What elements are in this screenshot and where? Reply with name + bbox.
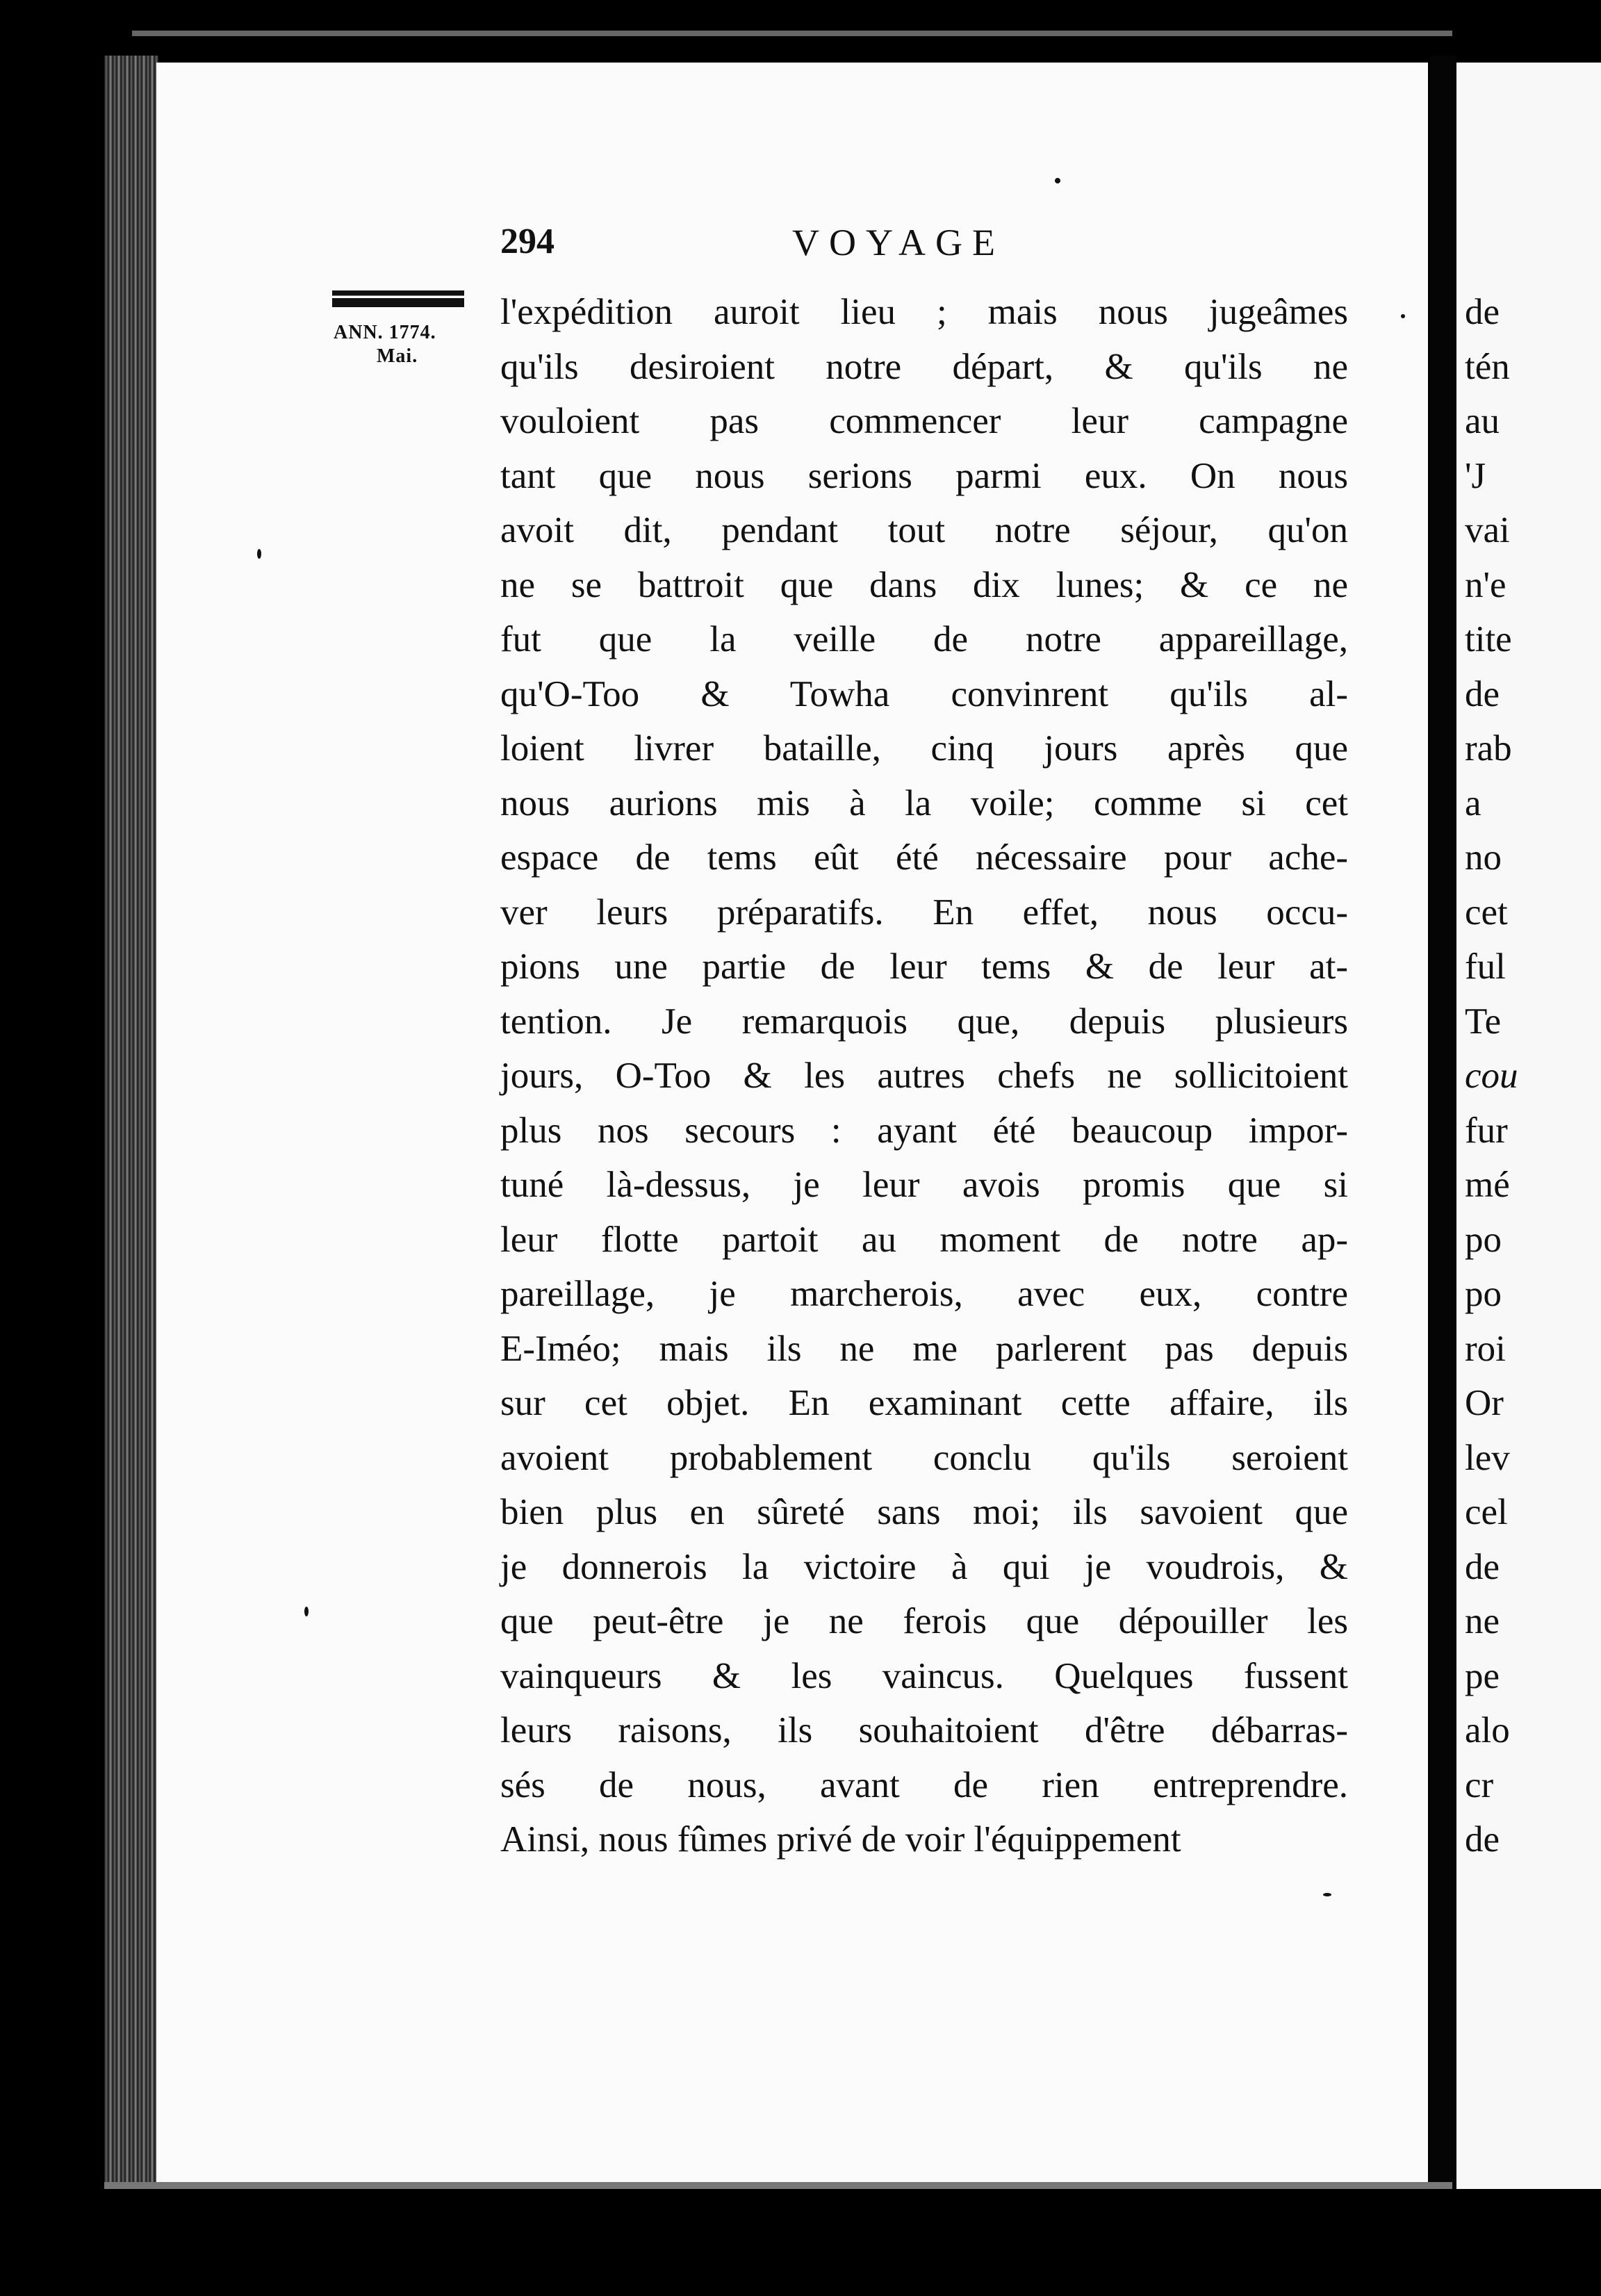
facing-text-fragment: roi bbox=[1465, 1328, 1506, 1369]
facing-text-fragment: de bbox=[1465, 292, 1500, 332]
text-line: qu'ils desiroient notre départ, & qu'ils ne bbox=[500, 346, 1348, 387]
text-line: pions une partie de leur tems & de leur at- bbox=[500, 946, 1348, 987]
text-line: avoient probablement conclu qu'ils seroient bbox=[500, 1437, 1348, 1478]
text-line: tant que nous serions parmi eux. On nous bbox=[500, 455, 1348, 496]
facing-text-fragment: rab bbox=[1465, 728, 1512, 769]
text-line: sés de nous, avant de rien entreprendre. bbox=[500, 1764, 1348, 1805]
facing-text-fragment: de bbox=[1465, 1546, 1500, 1587]
text-line: tuné là-dessus, je leur avois promis que si bbox=[500, 1165, 1348, 1205]
text-line: ver leurs préparatifs. En effet, nous occu- bbox=[500, 892, 1348, 933]
margin-note-month: Mai. bbox=[377, 345, 418, 367]
margin-double-rule bbox=[332, 290, 464, 307]
text-line: je donnerois la victoire à qui je voudrois, & bbox=[500, 1546, 1348, 1587]
text-line: plus nos secours : ayant été beaucoup impor- bbox=[500, 1110, 1348, 1151]
book-spine bbox=[1430, 56, 1456, 2217]
facing-text-fragment: Or bbox=[1465, 1383, 1504, 1423]
text-line: vainqueurs & les vaincus. Quelques fussent bbox=[500, 1655, 1348, 1696]
text-line: sur cet objet. En examinant cette affaire, ils bbox=[500, 1383, 1348, 1423]
text-line: que peut-être je ne ferois que dépouiller les bbox=[500, 1601, 1348, 1641]
text-line: jours, O-Too & les autres chefs ne sollicitoient bbox=[500, 1056, 1348, 1096]
facing-text-fragment: Te bbox=[1465, 1001, 1502, 1042]
facing-text-fragment: cou bbox=[1465, 1056, 1518, 1096]
running-title: VOYAGE bbox=[792, 222, 1005, 263]
scan-speck bbox=[304, 1607, 309, 1616]
facing-text-fragment: vai bbox=[1465, 510, 1510, 550]
text-line: bien plus en sûreté sans moi; ils savoient que bbox=[500, 1492, 1348, 1532]
facing-text-fragment: mé bbox=[1465, 1165, 1510, 1205]
margin-note bbox=[334, 321, 479, 368]
facing-text-fragment: po bbox=[1465, 1219, 1502, 1260]
left-page-stack bbox=[104, 56, 158, 2196]
facing-text-fragment: au bbox=[1465, 401, 1500, 441]
main-text-column bbox=[500, 285, 1348, 1867]
scan-speck bbox=[1323, 1893, 1331, 1896]
facing-text-fragment: pe bbox=[1465, 1655, 1500, 1696]
facing-text-fragment: no bbox=[1465, 837, 1502, 878]
facing-text-fragment: alo bbox=[1465, 1710, 1510, 1750]
facing-text-fragment: a bbox=[1465, 782, 1481, 823]
facing-text-fragment: de bbox=[1465, 1819, 1500, 1860]
page-number: 294 bbox=[500, 222, 555, 261]
text-line: tention. Je remarquois que, depuis plusieurs bbox=[500, 1001, 1348, 1042]
text-line: leurs raisons, ils souhaitoient d'être débarras- bbox=[500, 1710, 1348, 1750]
facing-text-fragment: 'J bbox=[1465, 455, 1486, 496]
text-line: E-Iméo; mais ils ne me parlerent pas depuis bbox=[500, 1328, 1348, 1369]
margin-note-year: ANN. 1774. bbox=[334, 322, 436, 343]
scan-speck bbox=[257, 549, 261, 559]
text-line: ne se battroit que dans dix lunes; & ce ne bbox=[500, 564, 1348, 605]
facing-page-text-fragments bbox=[1465, 285, 1601, 1867]
facing-text-fragment: cel bbox=[1465, 1492, 1508, 1532]
top-page-edge bbox=[132, 31, 1452, 36]
text-line: leur flotte partoit au moment de notre ap- bbox=[500, 1219, 1348, 1260]
scan-speck bbox=[1055, 178, 1060, 183]
facing-text-fragment: po bbox=[1465, 1274, 1502, 1314]
page-header bbox=[500, 221, 1126, 277]
facing-text-fragment: cr bbox=[1465, 1764, 1494, 1805]
text-line: nous aurions mis à la voile; comme si cet bbox=[500, 782, 1348, 823]
facing-text-fragment: tén bbox=[1465, 346, 1510, 387]
text-line: vouloient pas commencer leur campagne bbox=[500, 401, 1348, 441]
facing-text-fragment: lev bbox=[1465, 1437, 1510, 1478]
scan-speck bbox=[1401, 314, 1405, 318]
text-line: l'expédition auroit lieu ; mais nous jugeâmes bbox=[500, 292, 1348, 332]
text-line: qu'O-Too & Towha convinrent qu'ils al- bbox=[500, 673, 1348, 714]
text-line: Ainsi, nous fûmes privé de voir l'équippement bbox=[500, 1819, 1181, 1860]
facing-text-fragment: fur bbox=[1465, 1110, 1508, 1151]
text-line: pareillage, je marcherois, avec eux, contre bbox=[500, 1274, 1348, 1314]
facing-text-fragment: ne bbox=[1465, 1601, 1500, 1641]
facing-text-fragment: de bbox=[1465, 673, 1500, 714]
facing-text-fragment: cet bbox=[1465, 892, 1508, 933]
facing-text-fragment: ful bbox=[1465, 946, 1506, 987]
text-line: loient livrer bataille, cinq jours après que bbox=[500, 728, 1348, 769]
facing-text-fragment: n'e bbox=[1465, 564, 1506, 605]
text-line: fut que la veille de notre appareillage, bbox=[500, 619, 1348, 659]
dark-border bbox=[0, 2189, 1601, 2296]
facing-text-fragment: tite bbox=[1465, 619, 1512, 659]
text-line: avoit dit, pendant tout notre séjour, qu'on bbox=[500, 510, 1348, 550]
text-line: espace de tems eût été nécessaire pour ache- bbox=[500, 837, 1348, 878]
